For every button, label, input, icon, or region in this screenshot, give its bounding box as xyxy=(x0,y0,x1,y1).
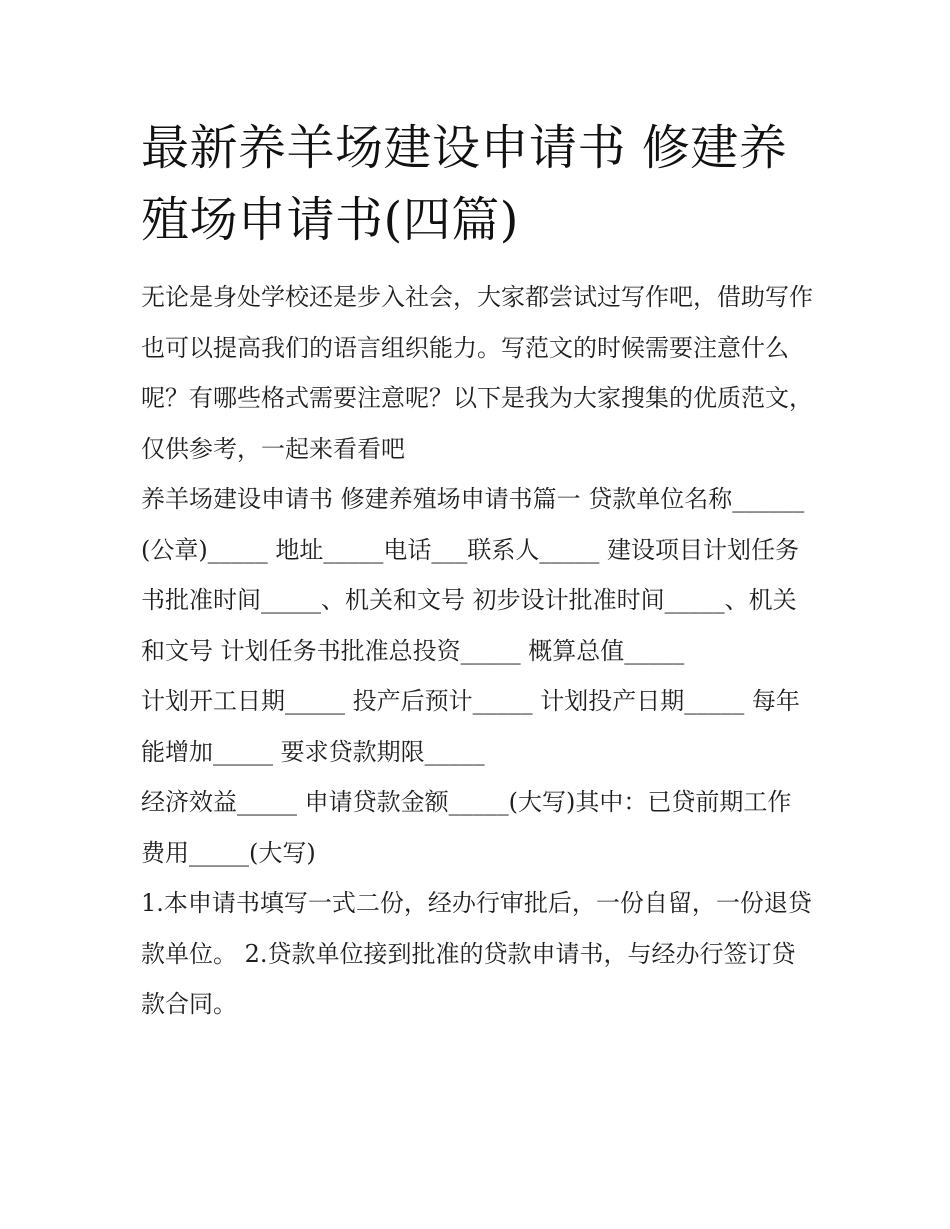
document-page xyxy=(141,112,813,1030)
document-title xyxy=(141,112,813,256)
paragraph-benefits: 经济效益_____ 申请贷款金额_____(大写)其中：已贷前期工作费用_____(大写) xyxy=(141,788,792,867)
paragraph-schedule: 计划开工日期_____ 投产后预计_____ 计划投产日期_____ 每年能增加_____ 要求贷款期限_____ xyxy=(141,687,800,766)
title-line-2: 殖场申请书(四篇) xyxy=(141,192,519,248)
document-body xyxy=(141,272,813,1030)
paragraph-notes: 1.本申请书填写一式二份，经办行审批后，一份自留，一份退贷款单位。 2.贷款单位接到批准的贷款申请书，与经办行签订贷款合同。 xyxy=(141,889,812,1018)
paragraph-intro: 无论是身处学校还是步入社会，大家都尝试过写作吧，借助写作也可以提高我们的语言组织能力。写范文的时候需要注意什么呢？有哪些格式需要注意呢？以下是我为大家搜集的优质范文，仅供参考，一起来看看吧 xyxy=(141,283,813,463)
title-line-1: 最新养羊场建设申请书 修建养 xyxy=(141,120,788,176)
paragraph-loan-form: 养羊场建设申请书 修建养殖场申请书篇一 贷款单位名称______(公章)_____ 地址_____电话___联系人_____ 建设项目计划任务书批准时间_____、机关和文号 初步设计批准时间_____、机关和文号 计划任务书批准总投资_____ 概算总值_____ xyxy=(141,485,805,665)
